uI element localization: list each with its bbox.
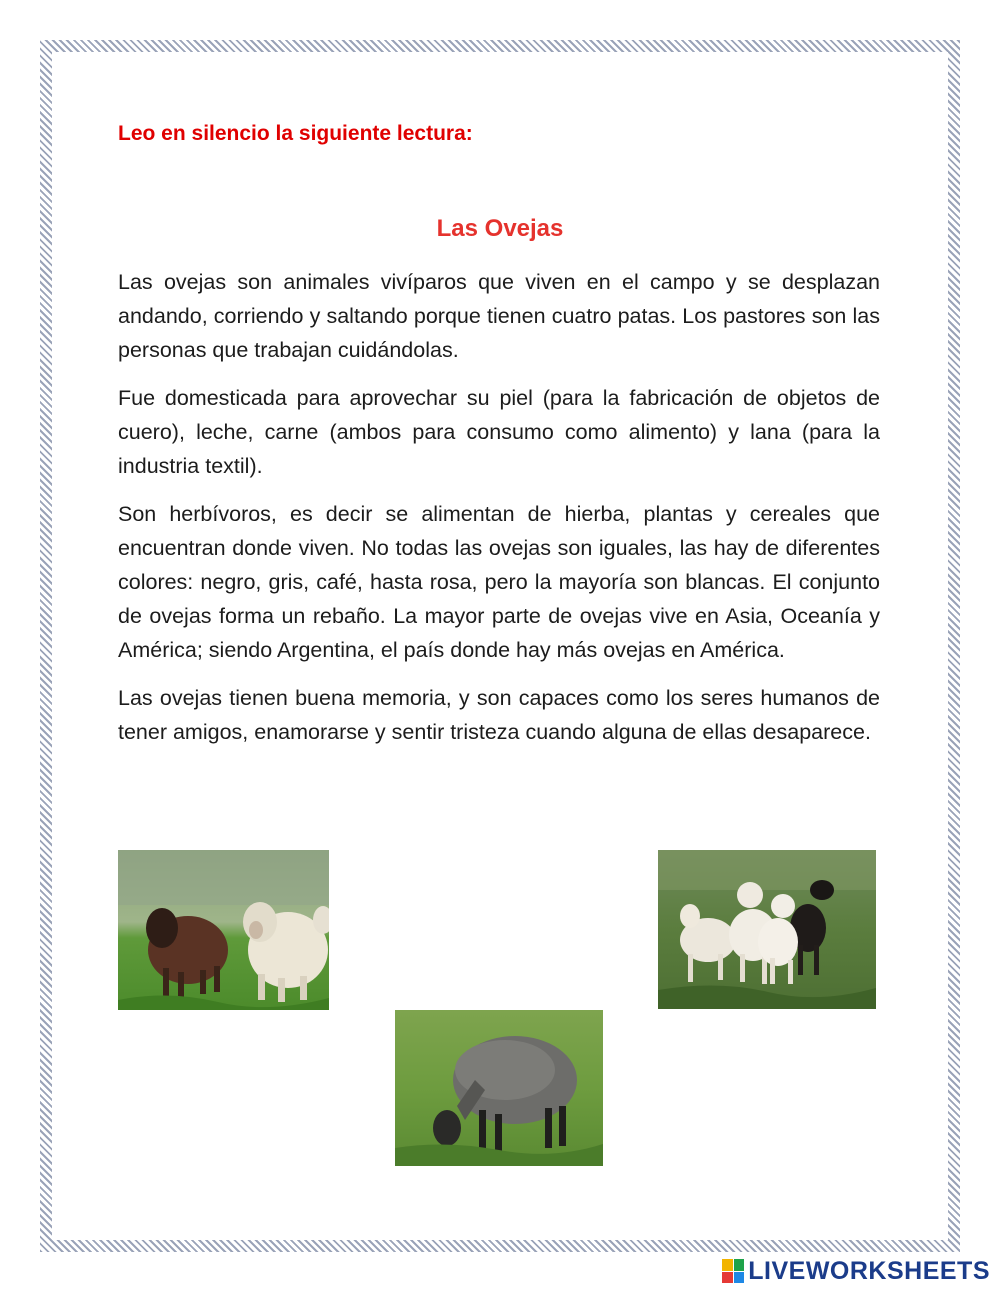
lambs-photo — [658, 850, 876, 1009]
liveworksheets-wordmark: LIVEWORKSHEETS — [748, 1256, 990, 1285]
paragraph-3: Son herbívoros, es decir se alimentan de hierba, plantas y cereales que encuentran donde viven. No todas las ovejas son iguales, las hay de diferentes colores: negro, gris, café, hasta rosa, pero la mayoría son blancas. El conjunto de ovejas forma un rebaño. La mayor parte de ovejas vive en Asia, Oceanía y América; siendo Argentina, el país donde hay más ovejas en América. — [118, 502, 880, 662]
paragraph-2: Fue domesticada para aprovechar su piel (para la fabricación de objetos de cuero), leche, carne (ambos para consumo como alimento) y lana (para la industria textil). — [118, 386, 880, 478]
liveworksheets-logo — [722, 1257, 990, 1285]
paragraph-1: Las ovejas son animales vivíparos que viven en el campo y se desplazan andando, corriendo y saltando porque tienen cuatro patas. Los pastores son las personas que trabajan cuidándolas. — [118, 270, 880, 362]
instruction-heading: Leo en silencio la siguiente lectura: — [118, 122, 473, 145]
paragraph-4: Las ovejas tienen buena memoria, y son capaces como los seres humanos de tener amigos, enamorarse y sentir tristeza cuando alguna de ellas desaparece. — [118, 686, 880, 744]
brown-and-white-sheep-photo — [118, 850, 329, 1010]
reading-body — [118, 265, 880, 763]
reading-title: Las Ovejas — [436, 215, 564, 242]
grazing-grey-sheep-photo — [395, 1010, 603, 1166]
liveworksheets-mark-icon — [722, 1259, 744, 1283]
